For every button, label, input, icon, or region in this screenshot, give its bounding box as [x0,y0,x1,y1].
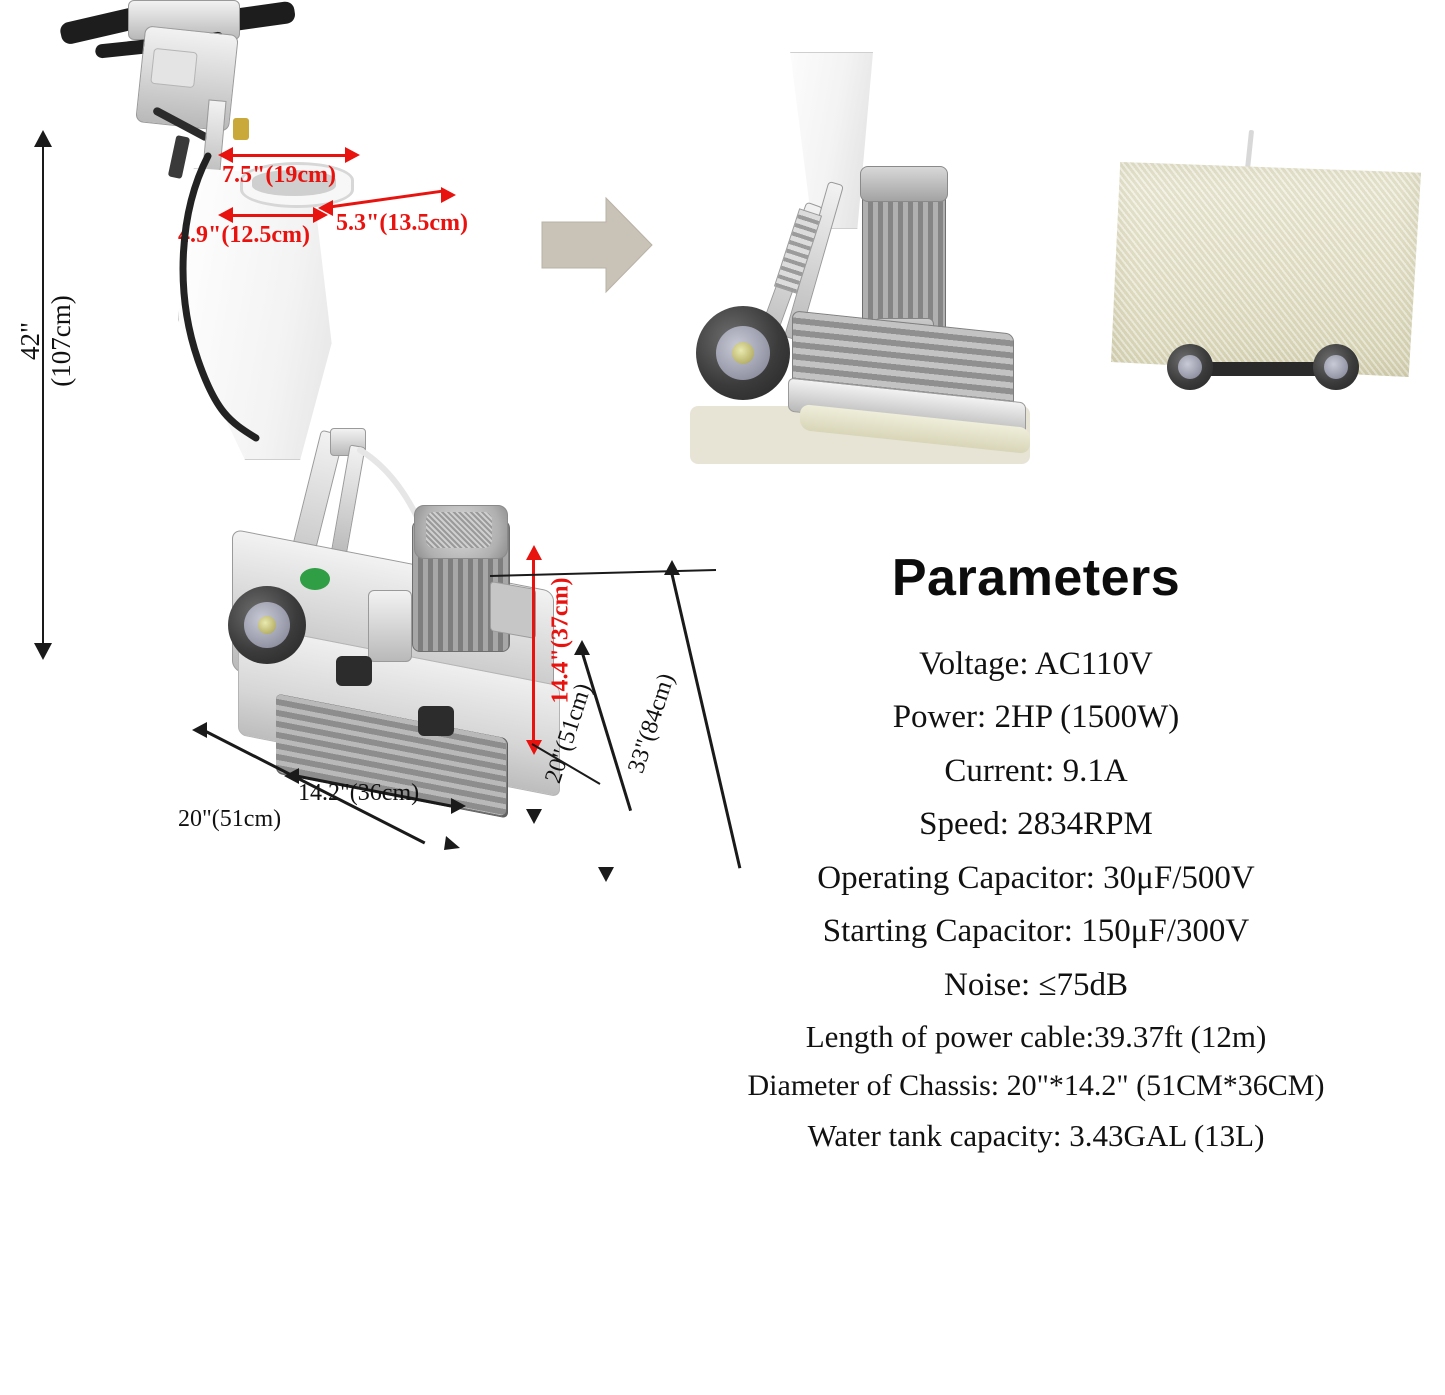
tank-width-label: 4.9"(12.5cm) [178,222,310,248]
parameter-row-noise: Noise: ≤75dB [943,966,1129,1003]
parameters-panel [630,548,1442,1388]
pad-wheel-right-rim [1324,355,1348,379]
parameter-row-voltage: Voltage: AC110V [919,646,1153,682]
parameter-row-chassis-diameter: Diameter of Chassis: 20"*14.2" (51CM*36CM) [747,1069,1325,1103]
green-label-sticker [300,568,330,590]
tank-depth-label: 7.5"(19cm) [222,162,336,188]
parameter-row-operating-capacitor: Operating Capacitor: 30μF/500V [817,859,1255,896]
parameter-row-current: Current: 9.1A [944,752,1128,789]
parameter-row-speed: Speed: 2834RPM [919,806,1153,843]
arrow-head-left-icon [192,722,208,738]
overall-height-label: 42" (107cm) [15,295,76,387]
wheel-rear-hub [258,616,276,634]
tank-length-label: 5.3"(13.5cm) [336,210,468,236]
chassis-depth-label: 20"(51cm) [540,680,597,787]
machine-illustration-main [0,0,720,940]
parameter-row-power: Power: 2HP (1500W) [892,699,1180,736]
arrow-head-down-icon [33,642,53,660]
side-motor-fan-cover [860,166,948,202]
parameters-title: Parameters [891,549,1181,607]
overall-length-label: 33"(84cm) [623,670,680,777]
pad-fiber-texture [1111,162,1421,377]
side-motor-housing [862,182,946,334]
base-length-label: 20"(51cm) [178,806,282,832]
grinding-pad-illustration [1105,130,1435,440]
chassis-width-label: 14.2"(36cm) [298,780,420,806]
power-cable [160,150,290,460]
overall-height-dimension [15,130,118,660]
arrow-head-right-icon [440,187,456,203]
adjustment-knob-left [336,656,372,686]
body-height-label: 14.4"(37cm) [547,577,574,704]
parameter-row-starting-capacitor: Starting Capacitor: 150μF/300V [822,913,1250,950]
shaft-knob [233,118,249,140]
pad-wire [1245,130,1254,170]
power-switch-box [150,48,198,88]
parameter-row-water-tank: Water tank capacity: 3.43GAL (13L) [807,1117,1265,1153]
motor-fan-grille [426,512,492,548]
side-wheel-hub [732,342,754,364]
arrow-head-up-icon [33,130,53,148]
parameter-row-cable-length: Length of power cable:39.37ft (12m) [805,1019,1267,1055]
pad-wheel-left-rim [1178,355,1202,379]
water-valve-canister [368,590,412,662]
arrow-head-right-icon [444,834,460,850]
arrow-head-right-icon [312,207,328,223]
machine-illustration-side-view [660,60,1080,480]
arrow-head-right-icon [344,147,360,163]
transition-arrow [538,190,658,300]
base-length-dimension [178,716,462,876]
